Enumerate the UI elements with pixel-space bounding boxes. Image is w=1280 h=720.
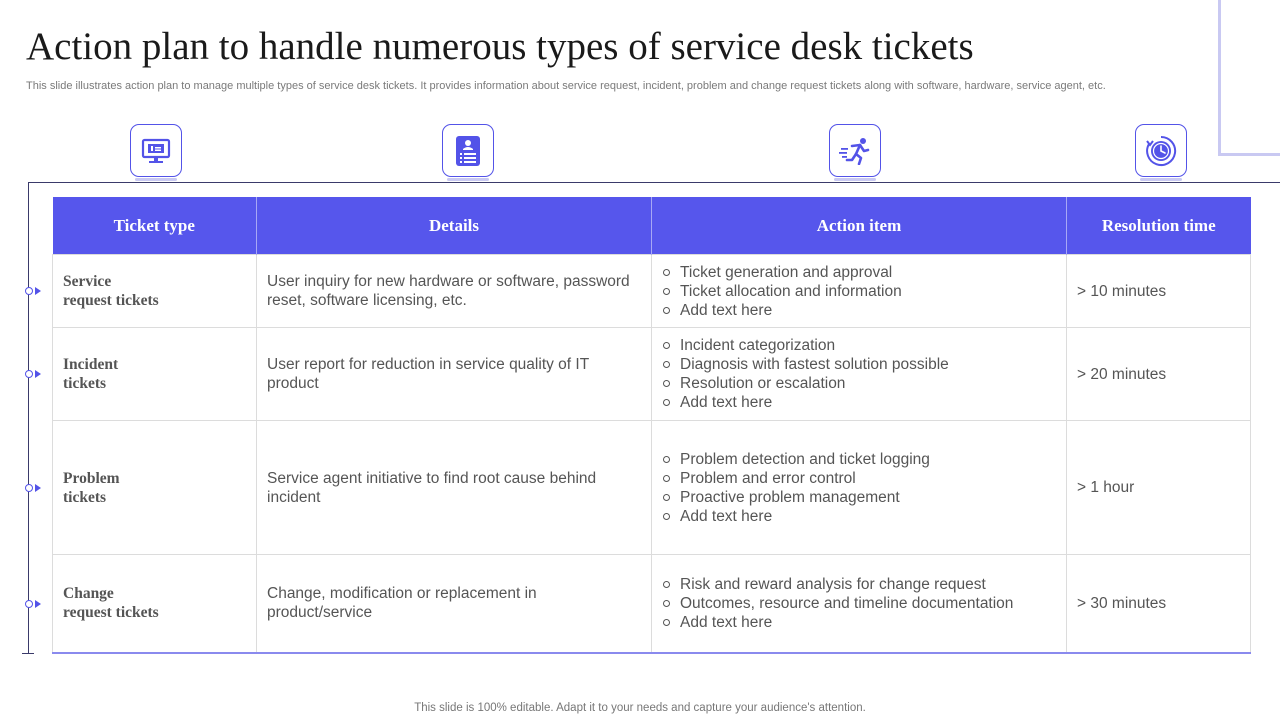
ticket-type-cell: [53, 555, 257, 653]
action-item: Proactive problem management: [662, 488, 1056, 507]
resolution-time-cell: > 10 minutes: [1067, 255, 1251, 328]
page-title: Action plan to handle numerous types of service desk tickets: [26, 25, 974, 68]
action-item: Ticket generation and approval: [662, 263, 1056, 282]
action-item: Add text here: [662, 507, 1056, 526]
header-details: Details: [257, 197, 652, 255]
ticket-type-line: Change: [63, 585, 114, 603]
row-marker: [24, 369, 44, 379]
clock-icon: [1135, 124, 1187, 177]
id-badge-icon: [442, 124, 494, 177]
action-item: Incident categorization: [662, 336, 1056, 355]
row-marker: [24, 286, 44, 296]
footer-note: This slide is 100% editable. Adapt it to your needs and capture your audience's attention.: [414, 702, 866, 714]
ticket-action-table: [52, 197, 1251, 654]
table-header-row: [53, 197, 1251, 255]
details-cell: Change, modification or replacement in product/service: [257, 555, 652, 653]
header-ticket-type: Ticket type: [53, 197, 257, 255]
ticket-type-line: Problem: [63, 469, 120, 487]
ticket-type-line: tickets: [63, 488, 107, 506]
resolution-time-cell: > 20 minutes: [1067, 328, 1251, 421]
ticket-type-line: Incident: [63, 356, 119, 373]
table-row: [53, 328, 1251, 421]
action-item: Add text here: [662, 613, 1056, 632]
ticket-type-line: tickets: [63, 375, 107, 392]
action-item: Add text here: [662, 301, 1056, 320]
action-item: Problem detection and ticket logging: [662, 450, 1056, 469]
ticket-type-line: Service: [63, 273, 112, 290]
action-item: Resolution or escalation: [662, 374, 1056, 393]
action-item: Risk and reward analysis for change request: [662, 575, 1056, 594]
page-subtitle: This slide illustrates action plan to manage multiple types of service desk tickets. It provides information about service request, incident, problem and change request tickets along with software, hardware, service agent, etc.: [26, 80, 1106, 92]
action-item: Add text here: [662, 393, 1056, 412]
ticket-type-line: request tickets: [63, 292, 159, 309]
table-row: [53, 421, 1251, 555]
row-marker: [24, 599, 44, 609]
resolution-time-cell: > 30 minutes: [1067, 555, 1251, 653]
row-marker: [24, 483, 44, 493]
header-resolution-time: Resolution time: [1067, 197, 1251, 255]
timeline-horizontal-line: [28, 182, 1280, 183]
ticket-type-cell: [53, 328, 257, 421]
timeline-vertical-line: [28, 182, 29, 654]
action-item: Diagnosis with fastest solution possible: [662, 355, 1056, 374]
details-cell: User inquiry for new hardware or software, password reset, software licensing, etc.: [257, 255, 652, 328]
table-row: [53, 255, 1251, 328]
action-item-cell: [652, 255, 1067, 328]
header-action-item: Action item: [652, 197, 1067, 255]
action-item-cell: [652, 421, 1067, 555]
ticket-type-cell: [53, 421, 257, 555]
table-row: [53, 555, 1251, 653]
action-item-cell: [652, 328, 1067, 421]
timeline-end-cap: [22, 653, 34, 654]
action-item: Ticket allocation and information: [662, 282, 1056, 301]
details-cell: Service agent initiative to find root cause behind incident: [257, 421, 652, 555]
running-person-icon: [829, 124, 881, 177]
ticket-type-cell: [53, 255, 257, 328]
monitor-ticket-icon: [130, 124, 182, 177]
action-item: Outcomes, resource and timeline documentation: [662, 594, 1056, 613]
action-item-cell: [652, 555, 1067, 653]
corner-decoration: [1218, 0, 1280, 156]
resolution-time-cell: > 1 hour: [1067, 421, 1251, 555]
ticket-type-line: request tickets: [63, 604, 159, 622]
action-item: Problem and error control: [662, 469, 1056, 488]
details-cell: User report for reduction in service quality of IT product: [257, 328, 652, 421]
